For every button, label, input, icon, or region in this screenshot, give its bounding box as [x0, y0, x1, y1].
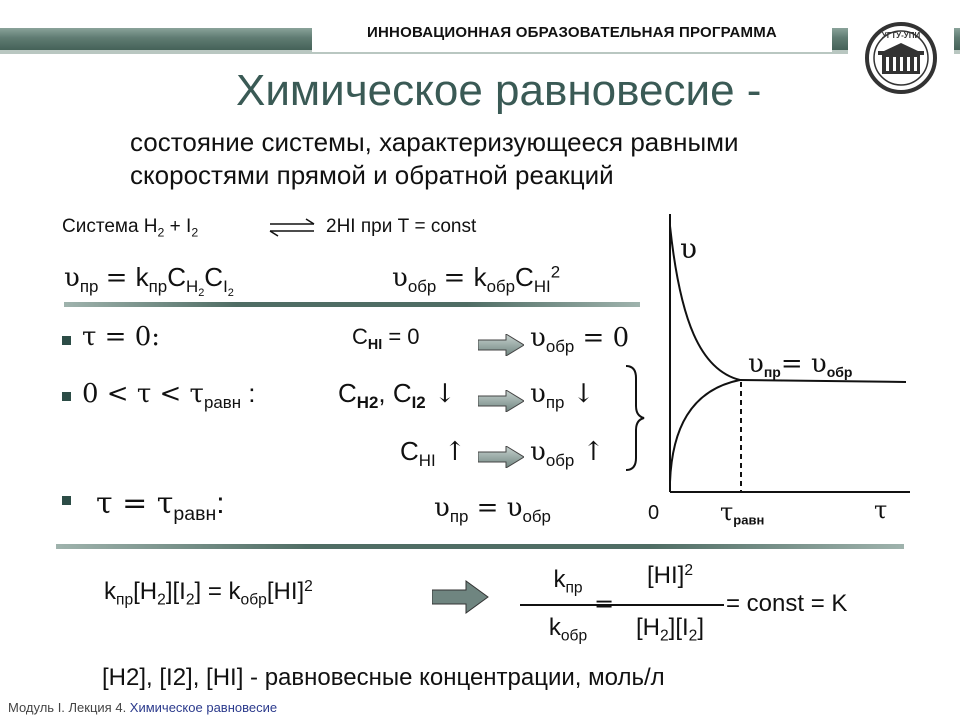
case-1-result: $\upsilon_{обр} = 0$ — [530, 323, 630, 356]
footer: Модуль I. Лекция 4. Химическое равновесие — [8, 700, 278, 715]
equilibrium-constant: = const = K — [726, 590, 848, 617]
case-1-concentration: $C_{HI} = 0$ — [352, 324, 420, 353]
equals-sign: = — [594, 590, 615, 618]
fraction-2-numerator: [HI]$^2$ — [646, 562, 694, 589]
arrow-right-icon — [478, 390, 524, 412]
fraction-2-bar — [616, 604, 724, 606]
logo-text: УГТУ-УПИ — [881, 31, 921, 40]
graph-x-label: τ — [874, 496, 888, 524]
definition-line-1: состояние системы, характеризующееся равными — [130, 127, 739, 157]
case-4-condition: $\tau = \tau_{равн}$: — [96, 486, 225, 525]
case-2-concentration: $C_{H2}$, $C_{I2}$ ↓ — [338, 378, 456, 412]
case-3-result: $\upsilon_{обр}$ ↑ — [530, 437, 605, 470]
reverse-rate-equation: $\upsilon_{обр} = k_{обр}C_{HI}^2$ — [392, 262, 561, 296]
fraction-1-denominator: $k_{обр}$ — [548, 614, 588, 645]
case-4-result: $\upsilon_{пр} = \upsilon_{обр}$ — [434, 493, 551, 526]
graph-origin: 0 — [648, 502, 660, 524]
case-2-condition: $0 < \tau < \tau_{равн}$ : — [82, 378, 256, 412]
definition-line-2: скоростями прямой и обратной реакций — [130, 160, 614, 190]
definition — [130, 126, 739, 192]
case-2-result: $\upsilon_{пр}$ ↓ — [530, 379, 595, 412]
program-title: ИННОВАЦИОННАЯ ОБРАЗОВАТЕЛЬНАЯ ПРОГРАММА — [312, 14, 832, 52]
equilibrium-concentrations-note: [H2], [I2], [HI] - равновесные концентрации, моль/л — [102, 664, 665, 691]
bullet-icon — [62, 496, 71, 505]
equilibrium-arrows-icon — [266, 218, 318, 238]
reaction-system: Система $Н_2 + I_2$ — [62, 216, 199, 240]
bullet-icon — [62, 336, 71, 345]
university-logo — [848, 18, 954, 98]
case-1-condition: τ = 0: — [82, 322, 160, 352]
graph-y-label: υ — [680, 232, 698, 265]
fraction-1-numerator: $k_{пр}$ — [553, 566, 583, 597]
equilibrium-line — [740, 380, 906, 382]
case-3-concentration: $C_{HI}$ ↑ — [400, 436, 466, 470]
arrow-right-icon — [478, 446, 524, 468]
bullet-icon — [62, 392, 71, 401]
reaction-product: 2HI при Т = const — [326, 216, 477, 237]
university-emblem-icon — [848, 18, 954, 98]
forward-rate-equation: $\upsilon_{пр} = k_{пр}C_{H_2}C_{I_2}$ — [64, 262, 234, 299]
forward-rate-curve — [670, 380, 740, 482]
divider-top — [64, 302, 640, 307]
graph-tau-eq: $\tau_{равн}$ — [720, 498, 765, 528]
implies-arrow-icon — [432, 580, 490, 614]
graph-equilibrium-label: $\upsilon_{пр}= \upsilon_{обр}$ — [748, 349, 853, 380]
fraction-2-denominator: $[H_2][I_2]$ — [635, 614, 705, 645]
equilibrium-equation: $k_{пр}[H_2][I_2] = k_{обр}[HI]^2$ — [104, 578, 313, 609]
divider-bottom — [56, 544, 904, 549]
page-title: Химическое равновесие - — [236, 66, 762, 115]
arrow-right-icon — [478, 334, 524, 356]
